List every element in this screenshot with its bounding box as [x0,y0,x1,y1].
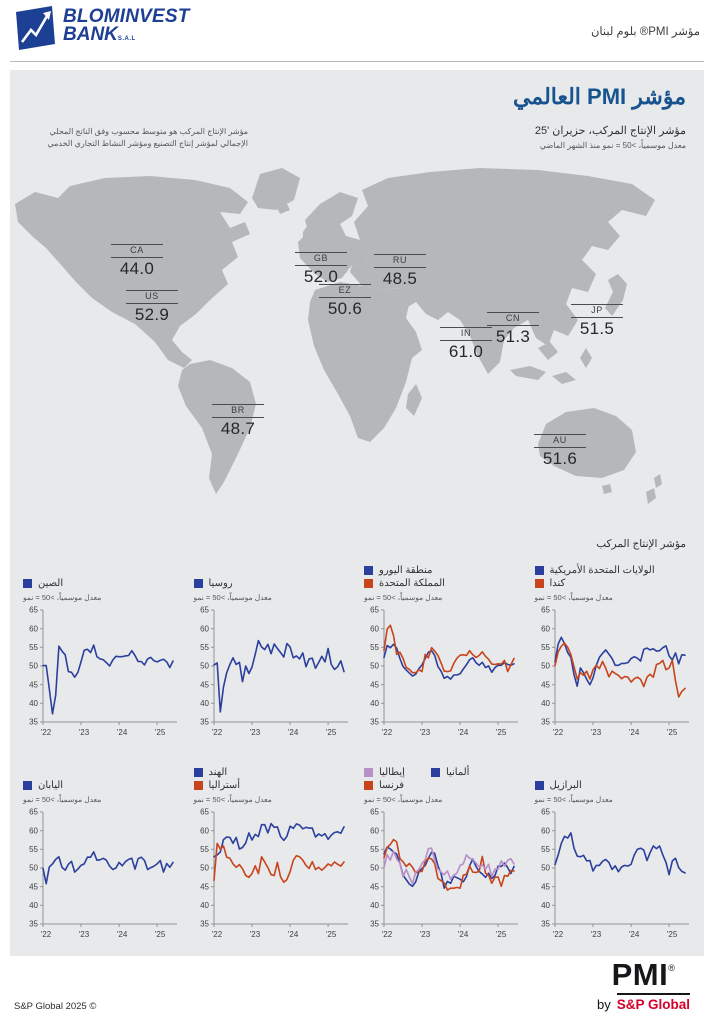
legend-swatch-icon [364,566,373,575]
svg-text:'22: '22 [552,930,563,939]
legend-label: فرنسا [379,780,405,791]
world-map-svg [10,162,704,534]
legend-label: الهند [208,767,228,778]
legend-row [23,578,63,589]
svg-text:60: 60 [29,826,38,836]
svg-text:60: 60 [370,826,379,836]
legend-label: اليابان [38,780,64,791]
svg-text:35: 35 [370,919,379,929]
legend-row [23,780,63,791]
map-label-ez [319,280,371,319]
svg-text:'25: '25 [154,930,166,939]
legend-entry [364,578,445,589]
svg-text:40: 40 [199,698,209,708]
svg-text:65: 65 [370,807,379,817]
svg-text:'24: '24 [287,930,298,939]
pmi-value: 48.7 [220,419,256,439]
svg-text:'22: '22 [40,728,52,737]
bank-name-line2: BANKS.A.L [63,24,136,46]
map-borneo [538,342,558,360]
svg-text:'22: '22 [211,728,222,737]
svg-text:45: 45 [29,882,38,892]
svg-text:'23: '23 [78,930,90,939]
report-subtitle: مؤشر الإنتاج المركب، حزيران '25 [534,125,686,137]
pmi-line-chart [194,806,354,952]
legend-swatch-icon [535,566,544,575]
legend-row [194,780,241,791]
series-line [555,643,685,697]
map-greenland [252,168,300,210]
svg-text:'24: '24 [287,728,298,737]
map-philippines [580,348,592,368]
country-code: GB [295,252,347,266]
svg-text:'23: '23 [249,930,260,939]
pmi-line-chart [23,604,183,750]
svg-text:'25: '25 [325,728,336,737]
legend-label: إيطاليا [379,767,405,778]
svg-text:45: 45 [199,680,209,690]
registered-mark: ® [668,963,676,973]
chart-subtitle: معدل موسمياً، >50 = نمو [23,593,102,602]
chart-subtitle: معدل موسمياً، >50 = نمو [364,795,443,804]
series-line [43,645,173,714]
svg-text:'23: '23 [419,930,431,939]
svg-text:65: 65 [540,605,550,615]
chart-legend [535,758,695,804]
legend-entry [364,767,405,778]
svg-text:50: 50 [29,661,38,671]
legend-label: الصين [38,578,64,589]
chart-cell-الهند [189,758,356,952]
bank-name-line1: BLOMINVEST [63,6,190,27]
svg-text:'24: '24 [457,728,469,737]
svg-text:40: 40 [370,900,379,910]
svg-text:'24: '24 [628,930,639,939]
country-code: US [126,290,178,304]
pmi-value: 50.6 [327,299,363,319]
svg-text:'22: '22 [40,930,52,939]
country-code: CA [111,244,163,258]
svg-text:55: 55 [29,844,38,854]
svg-text:60: 60 [370,624,379,634]
pmi-by-text: by [596,997,611,1012]
country-code: EZ [319,284,371,298]
svg-text:55: 55 [29,642,38,652]
legend-swatch-icon [364,781,373,790]
country-code: CN [487,312,539,326]
svg-text:50: 50 [370,661,379,671]
pmi-value: 52.0 [303,267,339,287]
svg-text:45: 45 [370,680,379,690]
svg-text:'23: '23 [590,930,601,939]
blominvest-emblem-icon [14,5,56,51]
legend-entry [23,578,63,589]
pmi-value: 44.0 [119,259,155,279]
svg-text:50: 50 [540,863,550,873]
country-code: AU [534,434,586,448]
svg-text:55: 55 [540,844,550,854]
legend-row [364,565,432,576]
page-footer [0,956,714,1022]
pmi-value: 51.6 [542,449,578,469]
svg-text:40: 40 [199,900,209,910]
legend-entry [431,767,470,778]
legend-label: منطقة اليورو [379,565,433,576]
chart-legend [194,556,354,602]
pmi-line-chart [364,604,524,750]
series-line [214,641,344,712]
chart-legend [535,556,695,602]
legend-label: ألمانيا [445,767,470,778]
map-label-us [126,286,178,325]
svg-text:'25: '25 [495,728,507,737]
chart-legend [364,758,524,804]
svg-text:'23: '23 [590,728,601,737]
pmi-value: 51.3 [495,327,531,347]
report-header-title: مؤشر PMI® بلوم لبنان [590,26,700,38]
legend-swatch-icon [431,768,440,777]
svg-text:40: 40 [29,900,38,910]
pmi-value: 51.5 [579,319,615,339]
map-label-ca [111,240,163,279]
map-label-ru [374,250,426,289]
svg-text:'25: '25 [154,728,166,737]
svg-text:'24: '24 [116,728,128,737]
legend-row [364,578,445,589]
legend-entry [194,767,228,778]
bank-name [63,5,190,51]
legend-swatch-icon [364,579,373,588]
series-line [555,637,685,686]
legend-label: البرازيل [549,780,582,791]
svg-text:35: 35 [29,717,38,727]
copyright-text: S&P Global 2025 © [14,1001,97,1012]
pmi-charts-grid [18,556,696,952]
pmi-line-chart [194,604,354,750]
legend-swatch-icon [194,768,203,777]
svg-text:45: 45 [540,680,550,690]
svg-text:65: 65 [370,605,379,615]
legend-entry [535,578,566,589]
report-panel [10,70,704,956]
chart-legend [194,758,354,804]
svg-text:55: 55 [199,642,209,652]
legend-swatch-icon [23,579,32,588]
chart-legend [23,556,183,602]
chart-cell-الصين [18,556,185,750]
svg-text:40: 40 [540,900,550,910]
svg-text:'24: '24 [457,930,469,939]
legend-swatch-icon [194,579,203,588]
svg-text:50: 50 [199,661,209,671]
pmi-line-chart [535,806,695,952]
svg-text:35: 35 [29,919,38,929]
pmi-value: 52.9 [134,305,170,325]
svg-text:55: 55 [199,844,209,854]
map-label-br [212,400,264,439]
legend-entry [23,780,63,791]
pmi-sp-global-logo [597,959,690,1012]
map-new-zealand-north [654,474,662,488]
svg-text:'23: '23 [249,728,260,737]
svg-text:60: 60 [540,826,550,836]
map-new-zealand-south [646,488,656,504]
chart-subtitle: معدل موسمياً، >50 = نمو [193,795,272,804]
pmi-line-chart [364,806,524,952]
svg-text:'23: '23 [78,728,90,737]
chart-cell-البرازيل [530,758,697,952]
country-code: BR [212,404,264,418]
svg-text:'22: '22 [381,728,393,737]
svg-text:35: 35 [540,919,550,929]
page-title: مؤشر PMI العالمي [513,84,686,109]
chart-subtitle: معدل موسمياً، >50 = نمو [23,795,102,804]
svg-text:60: 60 [199,826,209,836]
legend-row [364,780,404,791]
legend-entry [535,565,655,576]
legend-swatch-icon [194,781,203,790]
svg-text:40: 40 [29,698,38,708]
svg-text:35: 35 [540,717,550,727]
svg-text:45: 45 [199,882,209,892]
pmi-line-chart [535,604,695,750]
series-line [214,843,344,882]
svg-text:'25: '25 [325,930,336,939]
chart-subtitle: معدل موسمياً، >50 = نمو [364,593,443,602]
svg-text:40: 40 [540,698,550,708]
legend-row [194,578,233,589]
svg-text:'24: '24 [116,930,128,939]
world-map [10,162,704,534]
legend-label: المملكة المتحدة [379,578,445,589]
map-label-au [534,430,586,469]
legend-row [194,767,228,778]
section-label: مؤشر الإنتاج المركب [596,538,686,550]
map-tasmania [602,484,612,494]
svg-text:'22: '22 [381,930,393,939]
map-label-cn [487,308,539,347]
chart-subtitle: معدل موسمياً، >50 = نمو [534,593,613,602]
series-line [43,852,173,884]
chart-subtitle: معدل موسمياً، >50 = نمو [193,593,272,602]
svg-text:'22: '22 [211,930,222,939]
chart-legend [23,758,183,804]
pmi-value: 61.0 [448,342,484,362]
map-new-guinea [552,372,576,384]
svg-text:35: 35 [199,717,209,727]
chart-cell-روسيا [189,556,356,750]
svg-text:55: 55 [540,642,550,652]
svg-text:50: 50 [199,863,209,873]
legend-swatch-icon [23,781,32,790]
bank-name-suffix: S.A.L [117,36,136,43]
report-description: مؤشر الإنتاج المركب هو متوسط محسوب وفق الناتج المحلي الإجمالي لمؤشر إنتاج التصنيع ومؤشر النشاط التجاري الخدمي [47,127,248,149]
svg-text:65: 65 [29,605,38,615]
svg-text:35: 35 [370,717,379,727]
legend-label: كندا [549,578,566,589]
map-indonesia [510,366,546,380]
svg-text:50: 50 [29,863,38,873]
country-code: IN [440,327,492,341]
legend-entry [535,780,582,791]
legend-row [535,780,582,791]
svg-text:45: 45 [29,680,38,690]
svg-text:35: 35 [199,919,209,929]
map-label-in [440,323,492,362]
legend-row [535,565,655,576]
sp-global-brand: S&P Global [617,993,690,1012]
svg-text:65: 65 [29,807,38,817]
svg-text:60: 60 [540,624,550,634]
series-line [214,824,344,857]
country-code: JP [571,304,623,318]
chart-cell-منطقة اليورو [359,556,526,750]
svg-text:65: 65 [540,807,550,817]
legend-swatch-icon [535,579,544,588]
svg-text:55: 55 [370,844,379,854]
legend-label: الولايات المتحدة الأمريكية [549,565,655,576]
map-madagascar [406,384,422,416]
svg-text:'25: '25 [666,728,677,737]
chart-subtitle: معدل موسمياً، >50 = نمو [534,795,613,804]
page-header [0,0,714,62]
country-code: RU [374,254,426,268]
chart-cell-ألمانيا [359,758,526,952]
legend-swatch-icon [535,781,544,790]
header-divider [10,61,704,62]
blominvest-logo [14,5,190,51]
legend-row [364,767,469,778]
pmi-value: 48.5 [382,269,418,289]
svg-text:50: 50 [370,863,379,873]
pmi-logo-word: PMI® [611,957,676,992]
svg-text:'25: '25 [495,930,507,939]
svg-text:'24: '24 [628,728,639,737]
svg-text:45: 45 [370,882,379,892]
svg-text:'23: '23 [419,728,431,737]
legend-entry [364,780,404,791]
svg-text:'22: '22 [552,728,563,737]
svg-text:60: 60 [199,624,209,634]
svg-text:45: 45 [540,882,550,892]
legend-entry [194,578,233,589]
svg-text:65: 65 [199,807,209,817]
svg-text:40: 40 [370,698,379,708]
svg-text:65: 65 [199,605,209,615]
chart-legend [364,556,524,602]
pmi-line-chart [23,806,183,952]
pmi-logo-byline [597,993,690,1012]
svg-text:'25: '25 [666,930,677,939]
legend-label: أستراليا [208,780,241,791]
series-line [555,833,685,875]
report-subnote: معدل موسمياً، >50 = نمو منذ الشهر الماضي [539,141,686,150]
legend-swatch-icon [364,768,373,777]
legend-row [535,578,566,589]
svg-text:60: 60 [29,624,38,634]
chart-cell-اليابان [18,758,185,952]
legend-entry [194,780,241,791]
legend-entry [364,565,432,576]
legend-label: روسيا [208,578,233,589]
svg-text:50: 50 [540,661,550,671]
svg-text:55: 55 [370,642,379,652]
series-line [384,847,514,888]
chart-cell-الولايات المتحدة الأمريكية [530,556,697,750]
map-label-jp [571,300,623,339]
